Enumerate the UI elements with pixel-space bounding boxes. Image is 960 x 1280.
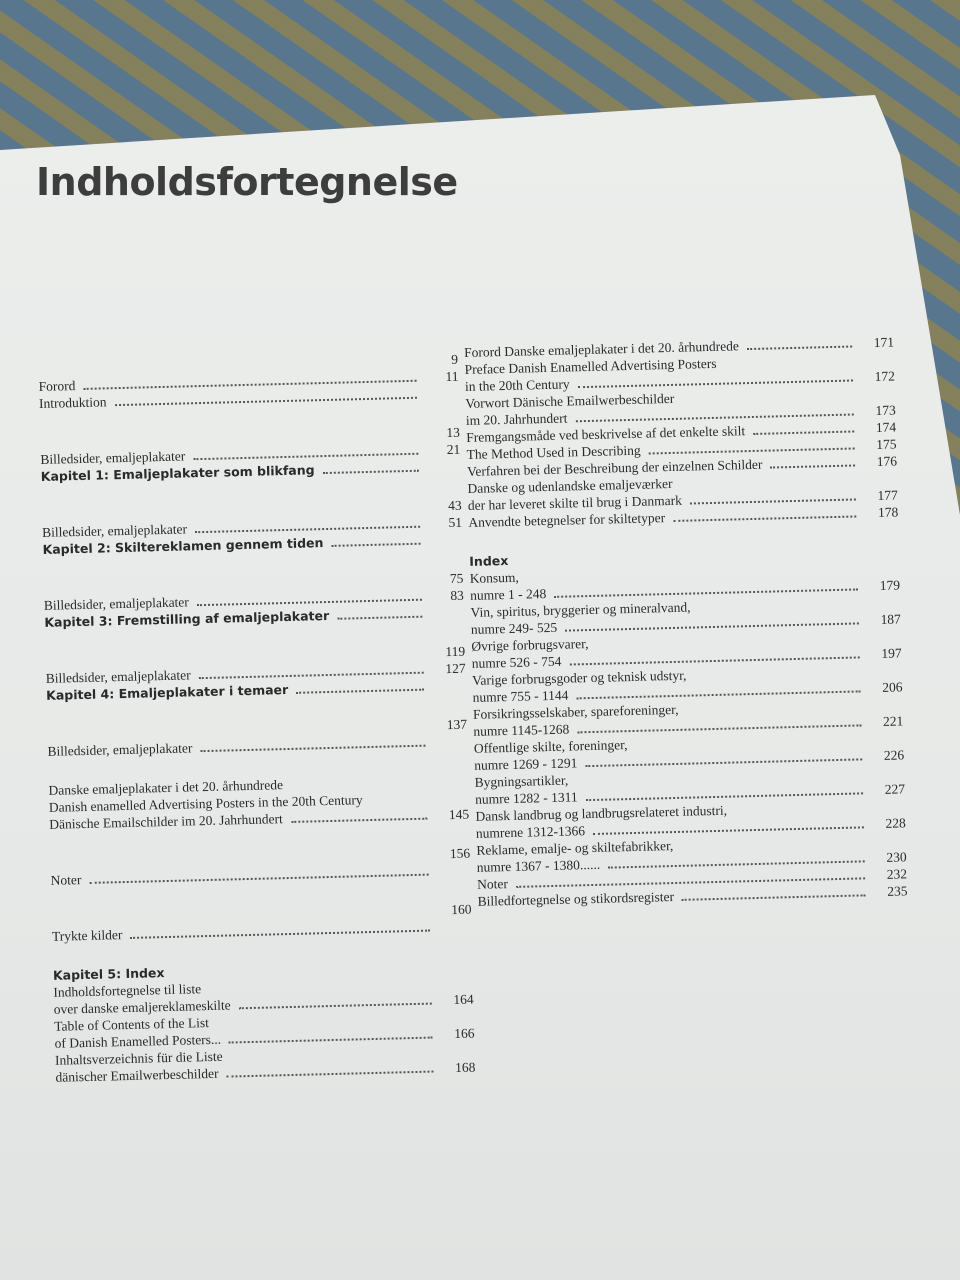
toc-entry: Table of Contents of the List — [54, 1015, 210, 1034]
toc-entry: Billedsider, emaljeplakater 51 — [41, 514, 463, 540]
toc-entry: Vorwort Dänische Emailwerbeschilder — [465, 390, 675, 411]
toc-chapter-entry: Kapitel 3: Fremstilling af emaljeplakater — [44, 605, 464, 632]
toc-entry: Danish enamelled Advertising Posters in the 20th Century — [48, 792, 363, 815]
toc-group-forord-section — [464, 334, 898, 531]
page-number: 13 — [446, 424, 461, 441]
toc-entry: Introduktion — [39, 386, 459, 413]
toc-entry: Reklame, emalje- og skiltefabrikker, — [476, 838, 674, 858]
toc-chapter-entry: Kapitel 4: Emaljeplakater i temaer — [46, 678, 466, 705]
toc-entry: in the 20th Century 172 — [464, 368, 896, 394]
toc-entry: Offentlige skilte, foreninger, — [473, 737, 628, 756]
toc-chapter-entry: Kapitel 1: Emaljeplakater som blikfang — [41, 459, 461, 486]
toc-entry: Dänische Emailschilder im 20. Jahrhundert 145 — [49, 806, 470, 832]
toc-group-index — [469, 543, 908, 910]
toc-entry: Verfahren bei der Beschreibung der einzelnen Schilder 176 — [466, 453, 898, 479]
toc-entry: Bygningsartikler, — [474, 772, 569, 790]
toc-entry: Anvendte betegnelser for skiltetyper 178 — [468, 504, 899, 530]
toc-entry: numre 755 - 1144 206 — [472, 679, 903, 705]
toc-entry: Forsikringsselskaber, spareforeninger, — [472, 701, 679, 722]
toc-entry: numre 1367 - 1380...... 230 — [476, 849, 907, 875]
toc-right-column — [464, 334, 908, 932]
toc-entry: Danske og udenlandske emaljeværker — [467, 475, 673, 496]
page-number: 9 — [451, 351, 459, 367]
toc-group-forord — [38, 352, 459, 413]
toc-entry: The Method Used in Describing 175 — [466, 436, 897, 462]
toc-entry: of Danish Enamelled Posters... 166 — [54, 1025, 475, 1051]
page-number: 156 — [449, 845, 471, 862]
toc-entry: Inhaltsverzeichnis für die Liste — [54, 1048, 223, 1068]
toc-group-noter — [50, 846, 471, 890]
page-number: 137 — [446, 716, 468, 733]
section-heading: Index — [469, 552, 509, 569]
toc-entry: Indholdsfortegnelse til liste — [53, 981, 202, 1000]
toc-entry: Fremgangsmåde ved beskrivelse af det enkelte skilt 174 — [466, 419, 897, 445]
toc-chapter-entry: Kapitel 2: Skiltereklamen gennem tiden — [42, 532, 462, 559]
toc-left-column — [38, 352, 476, 1109]
toc-entry: Konsum, — [469, 569, 520, 586]
toc-entry: Billedsider, emaljeplakater — [47, 734, 467, 761]
toc-entry: numre 1 - 248 179 — [469, 577, 901, 603]
toc-entry: Dansk landbrug og landbrugsrelateret industri, — [475, 802, 728, 824]
page-number: 119 — [445, 643, 466, 660]
toc-group-kapitel-2 — [42, 498, 463, 559]
toc-entry: dänischer Emailwerbeschilder 168 — [55, 1059, 476, 1085]
toc-entry: Noter — [50, 863, 470, 890]
page-number: 75 — [449, 570, 464, 586]
toc-entry: numre 526 - 754 197 — [471, 645, 902, 671]
toc-entry: Billedsider, emaljeplakater 83 — [43, 587, 465, 613]
toc-group-kapitel-4 — [45, 644, 466, 705]
leader-dots — [115, 397, 417, 406]
toc-entry: Preface Danish Enamelled Advertising Posters — [464, 355, 717, 377]
toc-entry: Forord 11 — [38, 368, 459, 394]
toc-entry: numre 1282 - 1311 227 — [474, 781, 906, 807]
toc-entry: over danske emaljereklameskilte 164 — [53, 991, 474, 1017]
page-number: 43 — [447, 497, 462, 514]
toc-group-kapitel-5 — [53, 958, 476, 1087]
toc-entry: numrene 1312-1366 228 — [475, 815, 906, 841]
toc-group-billedsider — [47, 717, 468, 761]
toc-entry: Varige forbrugsgoder og teknisk udstyr, — [472, 667, 687, 688]
toc-entry: numre 1145-1268 221 — [473, 713, 904, 739]
toc-entry: Noter 232 — [476, 866, 908, 892]
page-number: 160 — [451, 901, 472, 918]
toc-entry: Forord Danske emaljeplakater i det 20. århundrede 171 — [464, 334, 895, 360]
toc-entry: Billedsider, emaljeplakater 127 — [45, 660, 466, 686]
toc-entry: Trykte kilder — [52, 919, 472, 946]
toc-entry: Danske emaljeplakater i det 20. århundrede — [48, 777, 284, 798]
toc-entry: numre 249- 525 187 — [470, 611, 902, 637]
page-title: Indholdsfortegnelse — [36, 160, 458, 204]
toc-group-kapitel-1 — [40, 425, 461, 486]
toc-entry: numre 1269 - 1291 226 — [474, 747, 905, 773]
toc-group-trykte-kilder — [51, 902, 472, 946]
toc-group-kapitel-3 — [43, 571, 464, 632]
toc-group-danske-emaljeplakater — [48, 773, 469, 834]
toc-entry: der har leveret skilte til brug i Danmark 177 — [467, 487, 898, 513]
toc-entry: Øvrige forbrugsvarer, — [471, 636, 589, 654]
toc-entry: Vin, spiritus, bryggerier og mineralvand, — [470, 599, 691, 620]
toc-entry: im 20. Jahrhundert 173 — [465, 402, 896, 428]
section-heading: Kapitel 5: Index — [52, 965, 165, 983]
toc-entry: Billedfortegnelse og stikordsregister 235 — [477, 883, 908, 909]
toc-entry: Billedsider, emaljeplakater 21 — [40, 441, 461, 467]
